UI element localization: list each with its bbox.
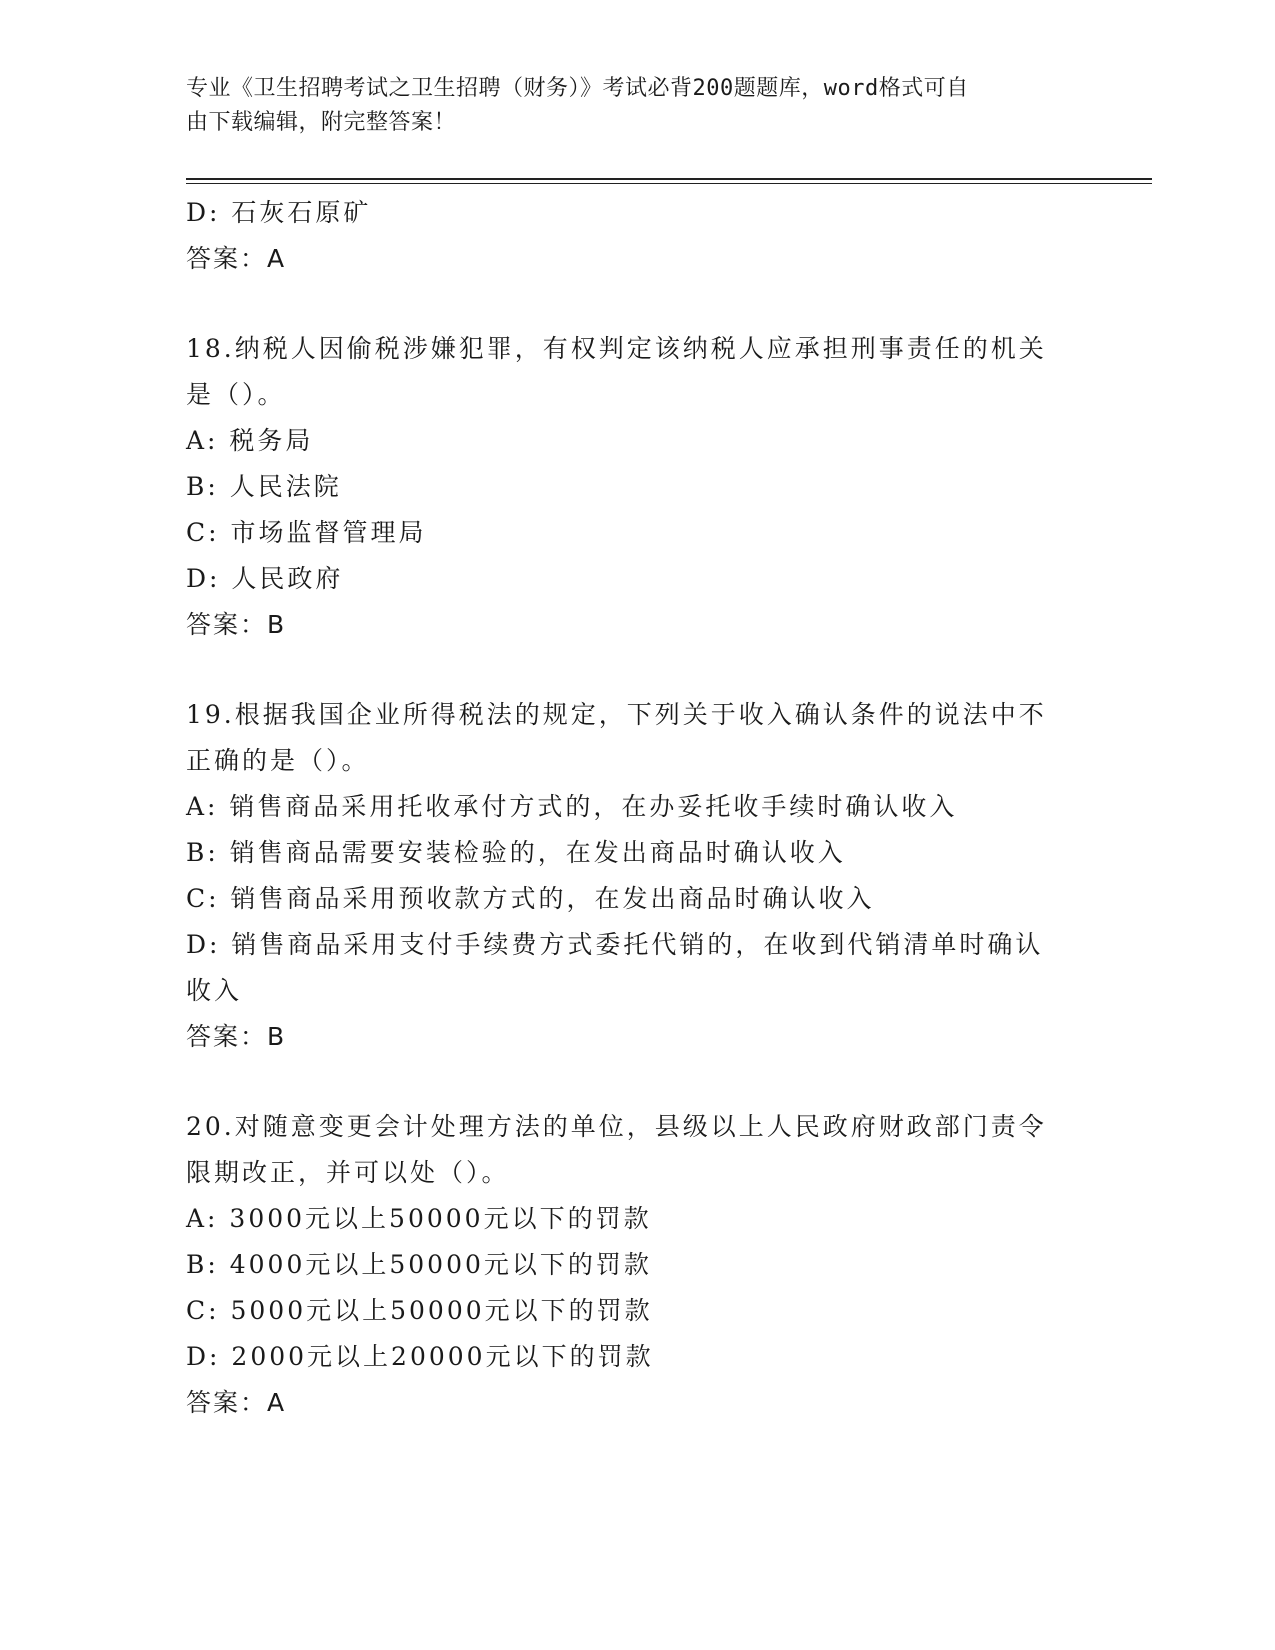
header-line-1: 专业《卫生招聘考试之卫生招聘（财务）》考试必背200题题库，word格式可自 bbox=[186, 76, 969, 101]
q18-answer: 答案：B bbox=[186, 610, 287, 639]
q20-option-c: C: 5000元以上50000元以下的罚款 bbox=[186, 1296, 653, 1325]
q17-option-d: D: 石灰石原矿 bbox=[186, 198, 372, 227]
header-line-2: 由下载编辑，附完整答案！ bbox=[186, 110, 457, 135]
q17-answer: 答案：A bbox=[186, 244, 287, 273]
q19-option-d-line-2: 收入 bbox=[186, 976, 243, 1005]
q18-option-c: C: 市场监督管理局 bbox=[186, 518, 427, 547]
q18-option-b: B: 人民法院 bbox=[186, 472, 342, 501]
spacer bbox=[186, 1060, 1086, 1104]
question-20 bbox=[186, 1104, 1086, 1426]
q19-option-a: A: 销售商品采用托收承付方式的，在办妥托收手续时确认收入 bbox=[186, 792, 958, 821]
q18-stem-line-2: 是（）。 bbox=[186, 380, 286, 409]
q19-option-b: B: 销售商品需要安装检验的，在发出商品时确认收入 bbox=[186, 838, 846, 867]
question-list bbox=[186, 190, 1086, 1426]
question-17-tail bbox=[186, 190, 1086, 282]
q19-answer: 答案：B bbox=[186, 1022, 287, 1051]
q18-stem-line-1: 18.纳税人因偷税涉嫌犯罪，有权判定该纳税人应承担刑事责任的机关 bbox=[186, 334, 1047, 363]
q19-stem-line-2: 正确的是（）。 bbox=[186, 746, 370, 775]
q20-stem-line-1: 20.对随意变更会计处理方法的单位，县级以上人民政府财政部门责令 bbox=[186, 1112, 1047, 1141]
q18-option-a: A: 税务局 bbox=[186, 426, 314, 455]
q19-option-d-line-1: D: 销售商品采用支付手续费方式委托代销的，在收到代销清单时确认 bbox=[186, 930, 1044, 959]
q20-stem-line-2: 限期改正，并可以处（）。 bbox=[186, 1158, 510, 1187]
q20-option-b: B: 4000元以上50000元以下的罚款 bbox=[186, 1250, 652, 1279]
spacer bbox=[186, 648, 1086, 692]
q20-answer: 答案：A bbox=[186, 1388, 287, 1417]
q19-option-c: C: 销售商品采用预收款方式的，在发出商品时确认收入 bbox=[186, 884, 875, 913]
spacer bbox=[186, 282, 1086, 326]
header-divider-thick bbox=[186, 178, 1152, 180]
header-divider-thin bbox=[186, 183, 1152, 184]
question-18 bbox=[186, 326, 1086, 648]
question-19 bbox=[186, 692, 1086, 1060]
q18-option-d: D: 人民政府 bbox=[186, 564, 344, 593]
q20-option-d: D: 2000元以上20000元以下的罚款 bbox=[186, 1342, 654, 1371]
q20-option-a: A: 3000元以上50000元以下的罚款 bbox=[186, 1204, 652, 1233]
q19-stem-line-1: 19.根据我国企业所得税法的规定，下列关于收入确认条件的说法中不 bbox=[186, 700, 1047, 729]
document-header bbox=[186, 72, 1066, 140]
